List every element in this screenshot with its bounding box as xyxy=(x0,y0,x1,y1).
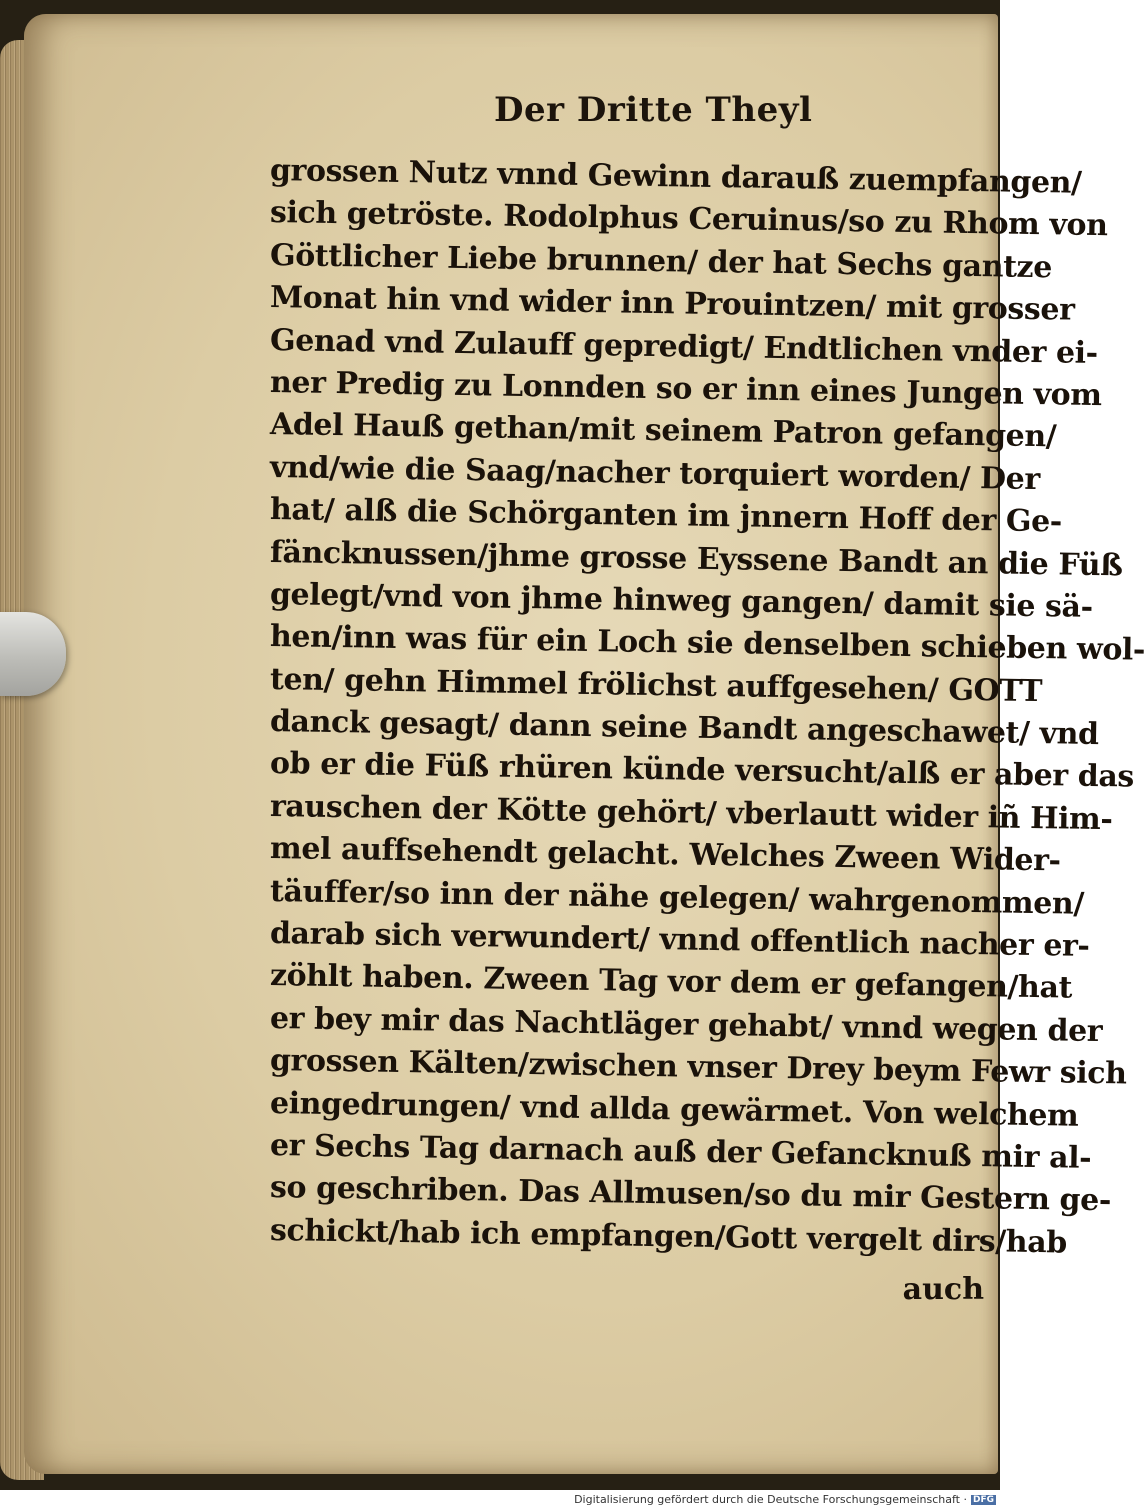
text-line: Monat hin vnd wider inn Prouintzen/ mit grosser xyxy=(269,280,1075,328)
dfg-logo-icon: DFG xyxy=(972,1495,994,1505)
text-line: Göttlicher Liebe brunnen/ der hat Sechs gantze xyxy=(269,237,1053,286)
text-line: er bey mir das Nachtläger gehabt/ vnnd wegen der xyxy=(269,1000,1103,1049)
text-line: ten/ gehn Himmel frölichst auffgesehen/ GOTT xyxy=(269,661,1043,709)
credit-text: Digitalisierung gefördert durch die Deutsche Forschungsgemeinschaft · xyxy=(574,1493,967,1506)
text-line: grossen Kälten/zwischen vnser Drey beym Fewr sich xyxy=(269,1043,1127,1092)
text-line: schickt/hab ich empfangen/Gott vergelt dirs/hab xyxy=(269,1212,1068,1261)
text-line: danck gesagt/ dann seine Bandt angeschawet/ vnd xyxy=(269,704,1099,753)
book-page xyxy=(24,14,1145,1474)
text-line: sich getröste. Rodolphus Ceruinus/so zu Rhom von xyxy=(269,195,1108,244)
text-line: Genad vnd Zulauff gepredigt/ Endtlichen vnder ei- xyxy=(269,322,1098,371)
text-line: fäncknussen/jhme grosse Eyssene Bandt an die Füß xyxy=(269,534,1123,583)
text-line: hat/ alß die Schörganten im jnnern Hoff der Ge- xyxy=(269,492,1063,540)
footer-bar xyxy=(0,1490,1000,1512)
text-line: täuffer/so inn der nähe gelegen/ wahrgenommen/ xyxy=(269,873,1085,922)
text-line: mel auffsehendt gelacht. Welches Zween Wider- xyxy=(269,831,1061,879)
text-line: Adel Hauß gethan/mit seinem Patron gefangen/ xyxy=(269,407,1057,455)
text-line: darab sich verwundert/ vnnd offentlich nacher er- xyxy=(269,916,1090,964)
text-line: er Sechs Tag darnach auß der Gefancknuß mir al- xyxy=(269,1127,1092,1176)
text-line: zöhlt haben. Zween Tag vor dem er gefangen/hat xyxy=(269,958,1073,1007)
text-line: gelegt/vnd von jhme hinweg gangen/ damit sie sä- xyxy=(269,576,1093,625)
text-line: vnd/wie die Saag/nacher torquiert worden/ Der xyxy=(269,449,1041,497)
text-line: eingedrungen/ vnd allda gewärmet. Von welchem xyxy=(269,1085,1079,1134)
text-line: ob er die Füß rhüren künde versucht/alß er aber das xyxy=(269,746,1135,796)
text-line: grossen Nutz vnnd Gewinn darauß zuempfangen/ xyxy=(269,153,1082,201)
funding-credit xyxy=(574,1493,996,1506)
text-line: rauschen der Kötte gehört/ vberlautt wider iñ Him- xyxy=(269,788,1113,838)
body-text xyxy=(269,150,1145,1261)
text-line: hen/inn was für ein Loch sie denselben schieben wol- xyxy=(269,619,1145,669)
running-head: Der Dritte Theyl xyxy=(494,90,813,130)
catchword: auch xyxy=(902,1272,984,1307)
text-line: ner Predig zu Lonnden so er inn eines Jungen vom xyxy=(269,364,1102,414)
text-line: so geschriben. Das Allmusen/so du mir Gestern ge- xyxy=(269,1170,1112,1219)
